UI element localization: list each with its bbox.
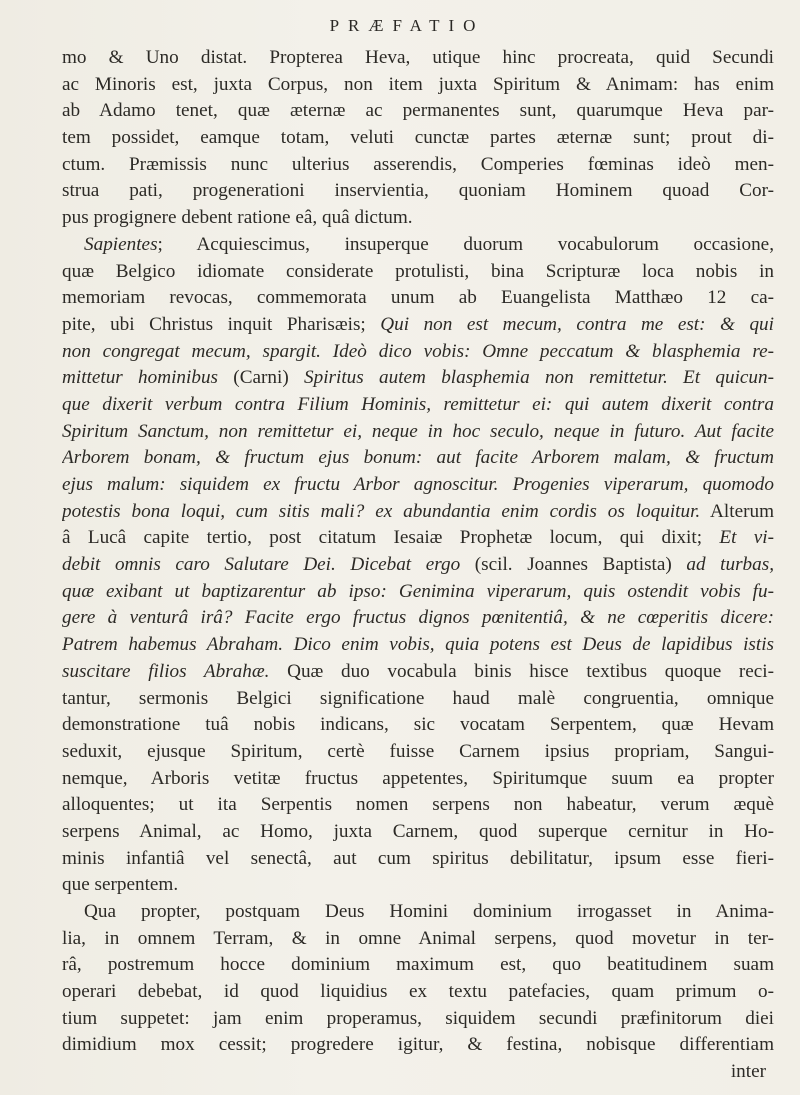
text-line: non congregat mecum, spargit. Ideò dico vobis: Omne peccatum & blasphemia re- <box>62 340 774 362</box>
text-line: operari debebat, id quod liquidius ex textu patefacies, quam primum o- <box>62 981 774 1003</box>
text-line: ab Adamo tenet, quæ æternæ ac permanentes sunt, quarumque Heva par- <box>62 100 774 122</box>
text-line: râ, postremum hocce dominium maximum est, quo beatitudinem suam <box>62 954 774 976</box>
text-line: potestis bona loqui, cum sitis mali? ex abundantia enim cordis os loquitur. Alterum <box>62 500 774 522</box>
text-line: ctum. Præmissis nunc ulterius asserendis, Comperies fœminas ideò men- <box>62 153 774 175</box>
text-line: ejus malum: siquidem ex fructu Arbor agnoscitur. Progenies viperarum, quomodo <box>62 474 774 495</box>
text-line: Arborem bonam, & fructum ejus bonum: aut facite Arborem malam, & fructum <box>62 447 774 469</box>
running-head: PRÆFATIO <box>329 16 485 35</box>
text-line: Sapientes; Acquiescimus, insuperque duorum vocabulorum occasione, <box>84 233 774 255</box>
text-line: dimidium mox cessit; progredere igitur, & festina, nobisque differentiam <box>62 1034 774 1056</box>
text-line: que dixerit verbum contra Filium Hominis, remittetur ei: qui autem dixerit contra <box>62 393 774 415</box>
text-line: nemque, Arboris vetitæ fructus appetentes, Spiritumque suum ea propter <box>62 767 774 789</box>
text-line: memoriam revocas, commemorata unum ab Euangelista Matthæo 12 ca- <box>62 287 774 309</box>
text-line: pite, ubi Christus inquit Pharisæis; Qui non est mecum, contra me est: & qui <box>62 313 774 335</box>
text-line: serpens Animal, ac Homo, juxta Carnem, quod superque cernitur in Ho- <box>62 820 774 842</box>
text-line: Spiritum Sanctum, non remittetur ei, neque in hoc seculo, neque in futuro. Aut facite <box>62 420 774 442</box>
text-line: suscitare filios Abrahæ. Quæ duo vocabula binis hisce textibus quoque reci- <box>62 660 774 682</box>
text-line: strua pati, progenerationi inservientia, quoniam Hominem quoad Cor- <box>62 180 774 202</box>
text-line: quæ Belgico idiomate considerate protulisti, bina Scripturæ loca nobis in <box>62 260 774 282</box>
text-line: Patrem habemus Abraham. Dico enim vobis, quia potens est Deus de lapidibus istis <box>62 634 774 656</box>
text-line: alloquentes; ut ita Serpentis nomen serpens non habeatur, verum æquè <box>62 794 774 816</box>
text-line: que serpentem. <box>62 874 179 896</box>
text-line: mo & Uno distat. Propterea Heva, utique hinc procreata, quid Secundi <box>62 47 774 68</box>
text-line: lia, in omnem Terram, & in omne Animal serpens, quod movetur in ter- <box>62 927 774 949</box>
text-line: debit omnis caro Salutare Dei. Dicebat ergo (scil. Joannes Baptista) ad turbas, <box>62 554 774 576</box>
catchword: inter <box>730 1061 766 1083</box>
text-line: ac Minoris est, juxta Corpus, non item juxta Spiritum & Animam: has enim <box>62 73 774 95</box>
text-line: Qua propter, postquam Deus Homini dominium irrogasset in Anima- <box>84 901 774 922</box>
text-line: minis infantiâ vel senectâ, aut cum spiritus debilitatur, ipsum esse fieri- <box>62 847 774 869</box>
text-line: pus progignere debent ratione eâ, quâ dictum. <box>62 207 413 229</box>
text-line: tantur, sermonis Belgici significatione haud malè congruentia, omnique <box>62 687 774 709</box>
text-line: â Lucâ capite tertio, post citatum Iesaiæ Prophetæ locum, qui dixit; Et vi- <box>62 527 774 549</box>
text-line: tium suppetet: jam enim properamus, siquidem secundi præfinitorum diei <box>62 1007 774 1029</box>
text-line: mittetur hominibus (Carni) Spiritus autem blasphemia non remittetur. Et quicun- <box>62 367 774 389</box>
text-line: quæ exibant ut baptizarentur ab ipso: Genimina viperarum, quis ostendit vobis fu- <box>62 580 774 602</box>
text-line: demonstratione tuâ nobis indicans, sic vocatam Serpentem, quæ Hevam <box>62 714 774 736</box>
text-line: gere à venturâ irâ? Facite ergo fructus dignos pœnitentiâ, & ne cœperitis dicere: <box>62 607 774 629</box>
text-line: seduxit, ejusque Spiritum, certè fuisse Carnem ipsius propriam, Sangui- <box>62 740 774 762</box>
body-text <box>62 45 774 1086</box>
text-line: tem possidet, eamque totam, veluti cunctæ partes æternæ sunt; prout di- <box>62 127 774 149</box>
